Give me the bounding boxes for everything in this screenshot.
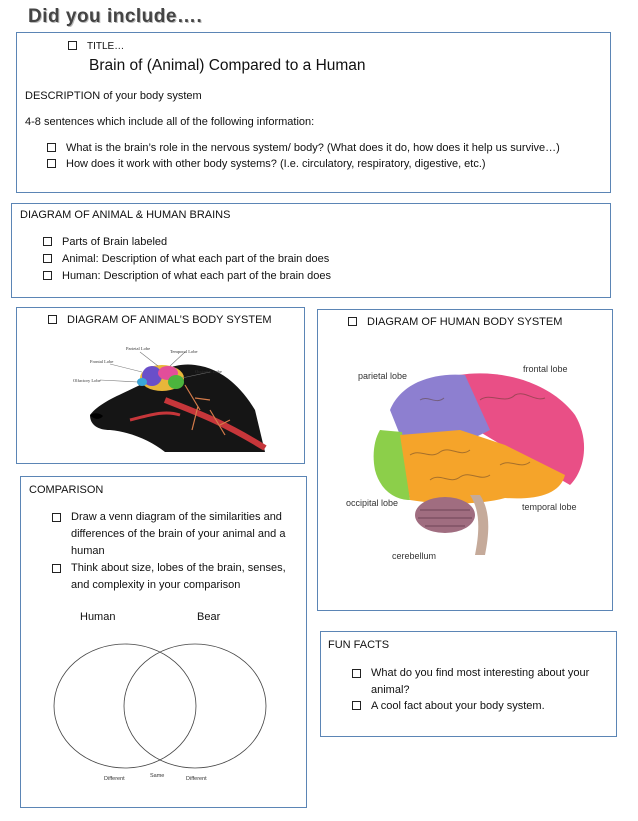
checklist-item[interactable] [352, 665, 602, 699]
checklist-item-label: Animal: Description of what each part of the brain does [62, 253, 330, 265]
venn-left-circle [54, 644, 196, 768]
human-label: frontal lobe [523, 364, 568, 374]
page-title: Did you include…. [28, 6, 203, 27]
checklist-item[interactable] [348, 315, 562, 329]
venn-right-circle [124, 644, 266, 768]
venn-bottom-label: Different [186, 776, 207, 782]
animal-label: Frontal Lobe [90, 359, 114, 364]
animal-label: Occipital Lobe [195, 369, 222, 374]
checklist-item[interactable] [47, 141, 560, 155]
checkbox[interactable] [43, 237, 52, 246]
checkbox[interactable] [43, 254, 52, 263]
venn-bottom-label: Same [150, 773, 165, 779]
diagram-heading: DIAGRAM OF ANIMAL & HUMAN BRAINS [20, 209, 231, 221]
checklist-item-label: What do you find most interesting about your animal? [371, 667, 590, 696]
animal-label: Olfactory Lobe [73, 378, 101, 383]
checkbox[interactable] [43, 271, 52, 280]
comparison-heading: COMPARISON [29, 484, 104, 496]
animal-label: Parietal Lobe [126, 346, 151, 351]
title-checkbox-item[interactable] [68, 39, 124, 54]
checkbox[interactable] [47, 143, 56, 152]
checklist-item-label: A cool fact about your body system. [371, 700, 545, 712]
venn-right-label: Bear [197, 611, 221, 623]
checklist-item[interactable] [352, 699, 545, 713]
animal-brain-illustration [70, 340, 270, 455]
human-label: parietal lobe [358, 371, 408, 381]
animal-heading: DIAGRAM OF ANIMAL’S BODY SYSTEM [67, 314, 272, 326]
venn-diagram [50, 630, 270, 785]
checkbox[interactable] [68, 41, 77, 50]
checkbox[interactable] [352, 669, 361, 678]
venn-left-label: Human [80, 611, 116, 623]
checklist-item-label: Parts of Brain labeled [62, 236, 168, 248]
checklist-item-label: How does it work with other body systems? (I.e. circulatory, respiratory, digestive, etc.) [66, 158, 486, 170]
checkbox[interactable] [348, 317, 357, 326]
human-label: occipital lobe [346, 498, 399, 508]
human-heading: DIAGRAM OF HUMAN BODY SYSTEM [367, 316, 563, 328]
human-label: temporal lobe [522, 502, 577, 512]
checkbox[interactable] [47, 159, 56, 168]
checklist-item[interactable] [43, 252, 329, 266]
sentences-label: 4-8 sentences which include all of the following information: [25, 116, 315, 128]
checklist-item[interactable] [52, 509, 300, 560]
checklist-item[interactable] [43, 235, 167, 249]
title-checkbox-label: TITLE… [87, 41, 125, 52]
description-label: DESCRIPTION of your body system [25, 90, 202, 102]
animal-label: Temporal Lobe [170, 349, 198, 354]
checklist-item[interactable] [48, 313, 272, 327]
checklist-item[interactable] [52, 560, 300, 594]
checklist-item-label: Human: Description of what each part of the brain does [62, 270, 332, 282]
title-heading: Brain of (Animal) Compared to a Human [89, 57, 366, 74]
human-label: cerebellum [392, 551, 437, 561]
checkbox[interactable] [352, 701, 361, 710]
human-brain-illustration [340, 360, 590, 570]
checkbox[interactable] [52, 564, 61, 573]
checklist-item[interactable] [47, 157, 486, 171]
checkbox[interactable] [48, 315, 57, 324]
checklist-item-label: Think about size, lobes of the brain, senses, and complexity in your comparison [71, 562, 286, 591]
venn-bottom-label: Different [104, 776, 125, 782]
checklist-item-label: What is the brain’s role in the nervous system/ body? (What does it do, how does it help us survive…) [66, 142, 560, 154]
checkbox[interactable] [52, 513, 61, 522]
fun-facts-heading: FUN FACTS [328, 639, 390, 651]
checklist-item[interactable] [43, 269, 331, 283]
checklist-item-label: Draw a venn diagram of the similarities and differences of the brain of your animal and a human [71, 511, 286, 557]
